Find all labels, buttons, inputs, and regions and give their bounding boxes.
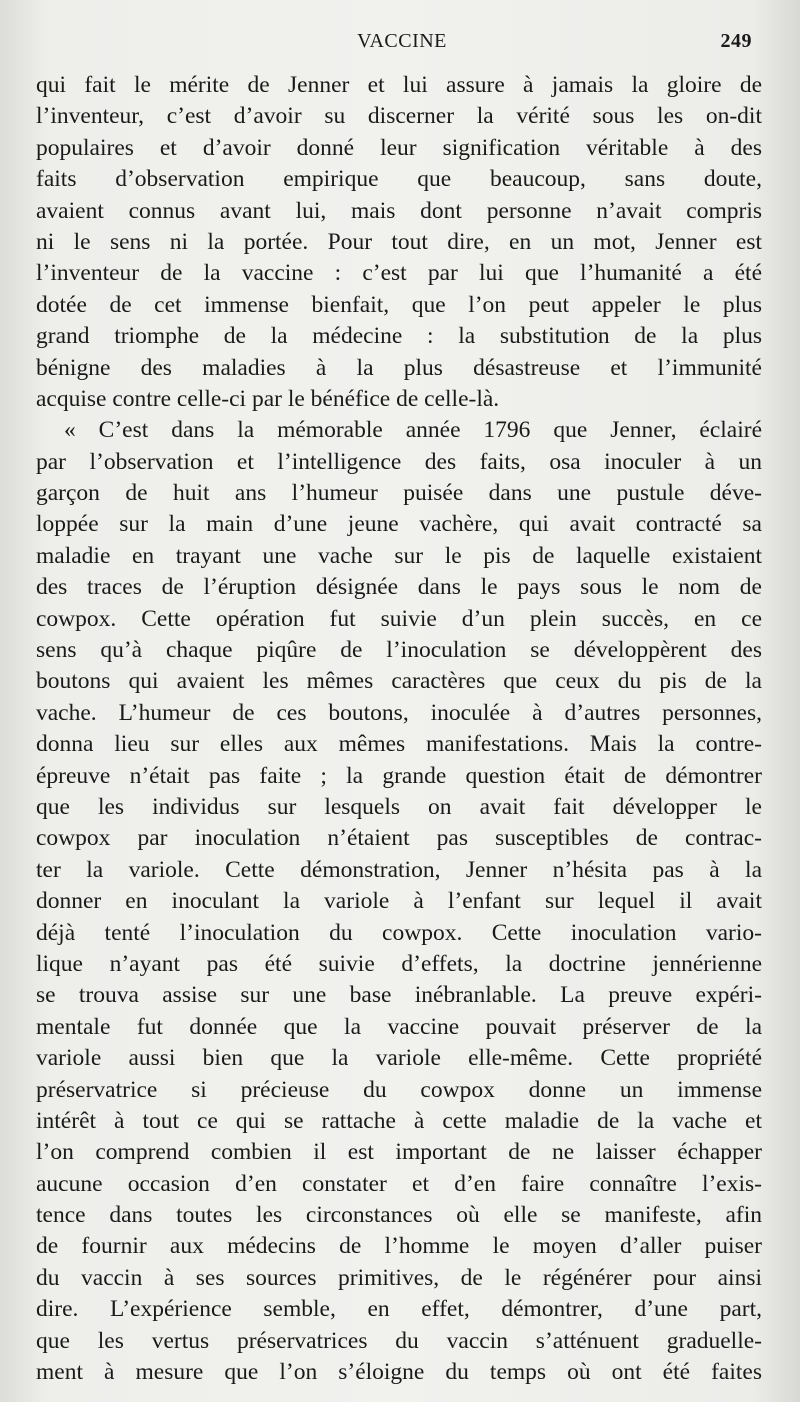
- text-line: lique n’ayant pas été suivie d’effets, la doctrine jennérienne: [36, 950, 762, 977]
- text-line: acquise contre celle-ci par le bénéfice de celle-là.: [36, 385, 500, 412]
- text-line: vache. L’humeur de ces boutons, inoculée à d’autres personnes,: [36, 699, 762, 726]
- text-line: donner en inoculant la variole à l’enfant sur lequel il avait: [36, 888, 762, 915]
- text-line: ni le sens ni la portée. Pour tout dire, en un mot, Jenner est: [36, 228, 762, 255]
- text-line: aucune occasion d’en constater et d’en faire connaître l’exis-: [36, 1170, 762, 1197]
- text-line: l’on comprend combien il est important de ne laisser échapper: [36, 1139, 762, 1166]
- text-line: que les individus sur lesquels on avait fait développer le: [36, 793, 762, 820]
- text-line: l’inventeur de la vaccine : c’est par lui que l’humanité a été: [36, 260, 762, 287]
- text-line: bénigne des maladies à la plus désastreuse et l’immunité: [36, 354, 762, 381]
- text-line: déjà tenté l’inoculation du cowpox. Cette inoculation vario-: [36, 919, 762, 946]
- text-line: préservatrice si précieuse du cowpox donne un immense: [36, 1076, 762, 1103]
- text-line: intérêt à tout ce qui se rattache à cette maladie de la vache et: [36, 1107, 762, 1134]
- text-line: loppée sur la main d’une jeune vachère, qui avait contracté sa: [36, 511, 762, 538]
- text-line: ter la variole. Cette démonstration, Jenner n’hésita pas à la: [36, 856, 762, 883]
- text-line: donna lieu sur elles aux mêmes manifestations. Mais la contre-: [36, 731, 762, 758]
- text-line: dotée de cet immense bienfait, que l’on peut appeler le plus: [36, 291, 762, 318]
- text-line: cowpox par inoculation n’étaient pas susceptibles de contrac-: [36, 825, 762, 852]
- page-number: 249: [720, 30, 752, 52]
- text-line: sens qu’à chaque piqûre de l’inoculation se développèrent des: [36, 637, 762, 664]
- text-line: du vaccin à ses sources primitives, de le régénérer pour ainsi: [36, 1264, 762, 1291]
- text-line: dire. L’expérience semble, en effet, démontrer, d’une part,: [36, 1296, 762, 1323]
- text-line: garçon de huit ans l’humeur puisée dans une pustule déve-: [36, 480, 762, 507]
- text-line: avaient connus avant lui, mais dont personne n’avait compris: [36, 197, 762, 224]
- body-text: [36, 70, 762, 1388]
- text-line: grand triomphe de la médecine : la substitution de la plus: [36, 323, 762, 350]
- text-line: de fournir aux médecins de l’homme le moyen d’aller puiser: [36, 1233, 762, 1260]
- text-line: boutons qui avaient les mêmes caractères que ceux du pis de la: [36, 668, 762, 695]
- text-line: qui fait le mérite de Jenner et lui assure à jamais la gloire de: [36, 72, 762, 98]
- text-line: que les vertus préservatrices du vaccin s’atténuent graduelle-: [36, 1327, 762, 1354]
- text-line: maladie en trayant une vache sur le pis de laquelle existaient: [36, 542, 762, 569]
- text-line: « C’est dans la mémorable année 1796 que Jenner, éclairé: [64, 417, 762, 444]
- text-line: mentale fut donnée que la vaccine pouvait préserver de la: [36, 1013, 762, 1040]
- text-line: tence dans toutes les circonstances où elle se manifeste, afin: [36, 1202, 762, 1229]
- text-line: par l’observation et l’intelligence des faits, osa inoculer à un: [36, 448, 762, 475]
- text-line: se trouva assise sur une base inébranlable. La preuve expéri-: [36, 982, 762, 1009]
- text-line: épreuve n’était pas faite ; la grande question était de démontrer: [36, 762, 762, 789]
- text-line: faits d’observation empirique que beaucoup, sans doute,: [36, 166, 762, 193]
- text-line: populaires et d’avoir donné leur signification véritable à des: [36, 134, 762, 161]
- running-header: [46, 30, 758, 60]
- text-line: ment à mesure que l’on s’éloigne du temps où ont été faites: [36, 1359, 762, 1386]
- running-title: VACCINE: [357, 30, 447, 52]
- text-line: l’inventeur, c’est d’avoir su discerner la vérité sous les on-dit: [36, 103, 762, 130]
- text-line: cowpox. Cette opération fut suivie d’un plein succès, en ce: [36, 605, 762, 632]
- text-line: des traces de l’éruption désignée dans le pays sous le nom de: [36, 574, 762, 601]
- text-line: variole aussi bien que la variole elle-même. Cette propriété: [36, 1045, 762, 1072]
